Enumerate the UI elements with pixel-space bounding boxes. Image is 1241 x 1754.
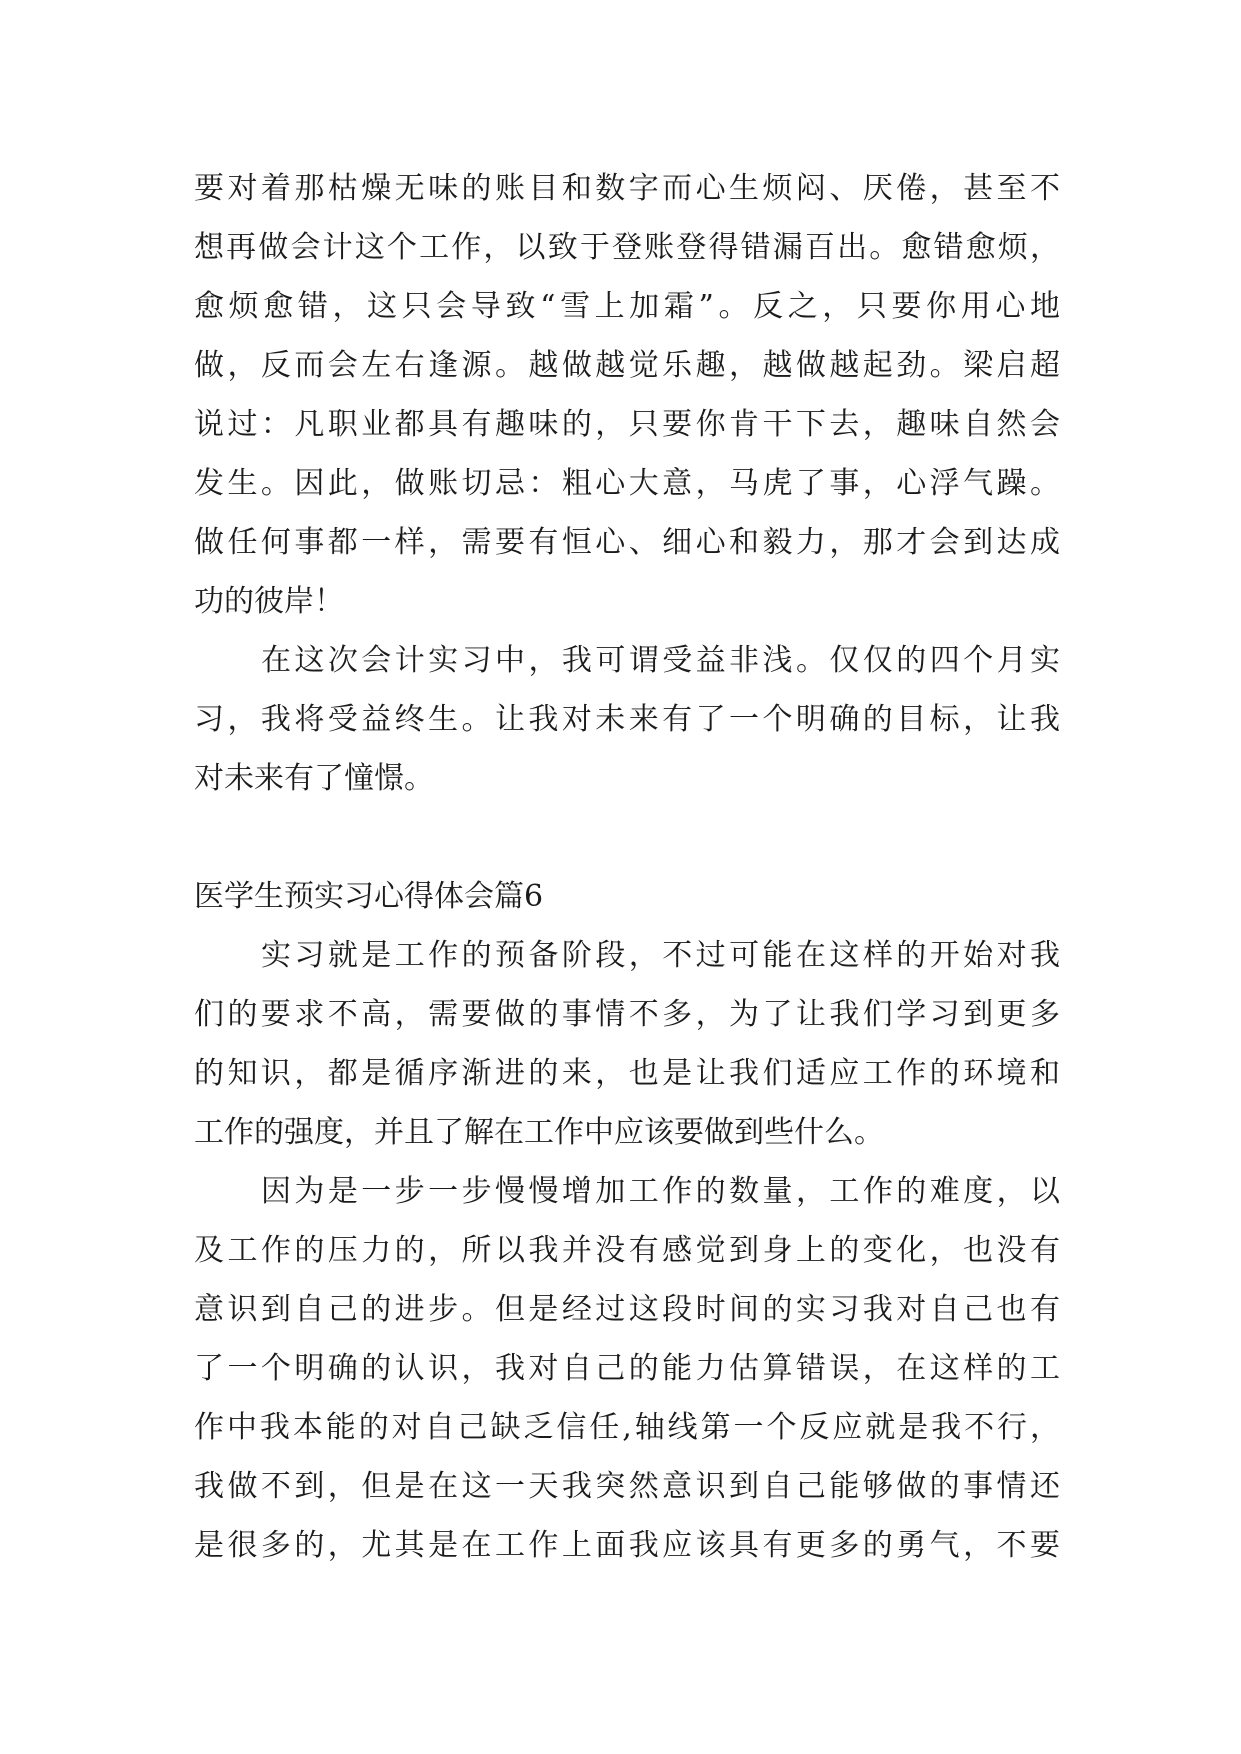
- document-body: [194, 159, 1060, 1575]
- paragraph-line: 是很多的，尤其是在工作上面我应该具有更多的勇气，不要: [194, 1528, 1060, 1563]
- paragraph-line: 想再做会计这个工作，以致于登账登得错漏百出。愈错愈烦，: [194, 230, 1060, 265]
- blank-line: [194, 808, 1060, 867]
- paragraph-line: 因为是一步一步慢慢增加工作的数量，工作的难度，以: [261, 1174, 1060, 1209]
- paragraph-line: 意识到自己的进步。但是经过这段时间的实习我对自己也有: [194, 1292, 1060, 1327]
- section-heading: 医学生预实习心得体会篇6: [194, 879, 544, 914]
- paragraph: [194, 1162, 1060, 1575]
- paragraph-line: 的知识，都是循序渐进的来，也是让我们适应工作的环境和: [194, 1056, 1060, 1091]
- paragraph-line: 在这次会计实习中，我可谓受益非浅。仅仅的四个月实: [261, 643, 1060, 678]
- paragraph-line: 愈烦愈错，这只会导致“雪上加霜”。反之，只要你用心地: [194, 289, 1060, 324]
- paragraph: [194, 631, 1060, 808]
- paragraph-line: 了一个明确的认识，我对自己的能力估算错误，在这样的工: [194, 1351, 1060, 1386]
- paragraph-line: 发生。因此，做账切忌：粗心大意，马虎了事，心浮气躁。: [194, 466, 1060, 501]
- paragraph-line: 习，我将受益终生。让我对未来有了一个明确的目标，让我: [194, 702, 1060, 737]
- paragraph-line: 作中我本能的对自己缺乏信任,轴线第一个反应就是我不行，: [194, 1410, 1060, 1445]
- paragraph-line: 实习就是工作的预备阶段，不过可能在这样的开始对我: [261, 938, 1060, 973]
- paragraph: [194, 926, 1060, 1162]
- paragraph-line: 要对着那枯燥无味的账目和数字而心生烦闷、厌倦，甚至不: [194, 171, 1060, 206]
- paragraph-line: 功的彼岸！: [194, 584, 344, 619]
- paragraph-line: 我做不到，但是在这一天我突然意识到自己能够做的事情还: [194, 1469, 1060, 1504]
- paragraph-continued: [194, 159, 1060, 631]
- paragraph-line: 对未来有了憧憬。: [194, 761, 434, 796]
- paragraph-line: 做任何事都一样，需要有恒心、细心和毅力，那才会到达成: [194, 525, 1060, 560]
- paragraph-line: 们的要求不高，需要做的事情不多，为了让我们学习到更多: [194, 997, 1060, 1032]
- paragraph-line: 工作的强度，并且了解在工作中应该要做到些什么。: [194, 1115, 884, 1150]
- paragraph-line: 做，反而会左右逢源。越做越觉乐趣，越做越起劲。梁启超: [194, 348, 1060, 383]
- paragraph-line: 说过：凡职业都具有趣味的，只要你肯干下去，趣味自然会: [194, 407, 1060, 442]
- paragraph-line: 及工作的压力的，所以我并没有感觉到身上的变化，也没有: [194, 1233, 1060, 1268]
